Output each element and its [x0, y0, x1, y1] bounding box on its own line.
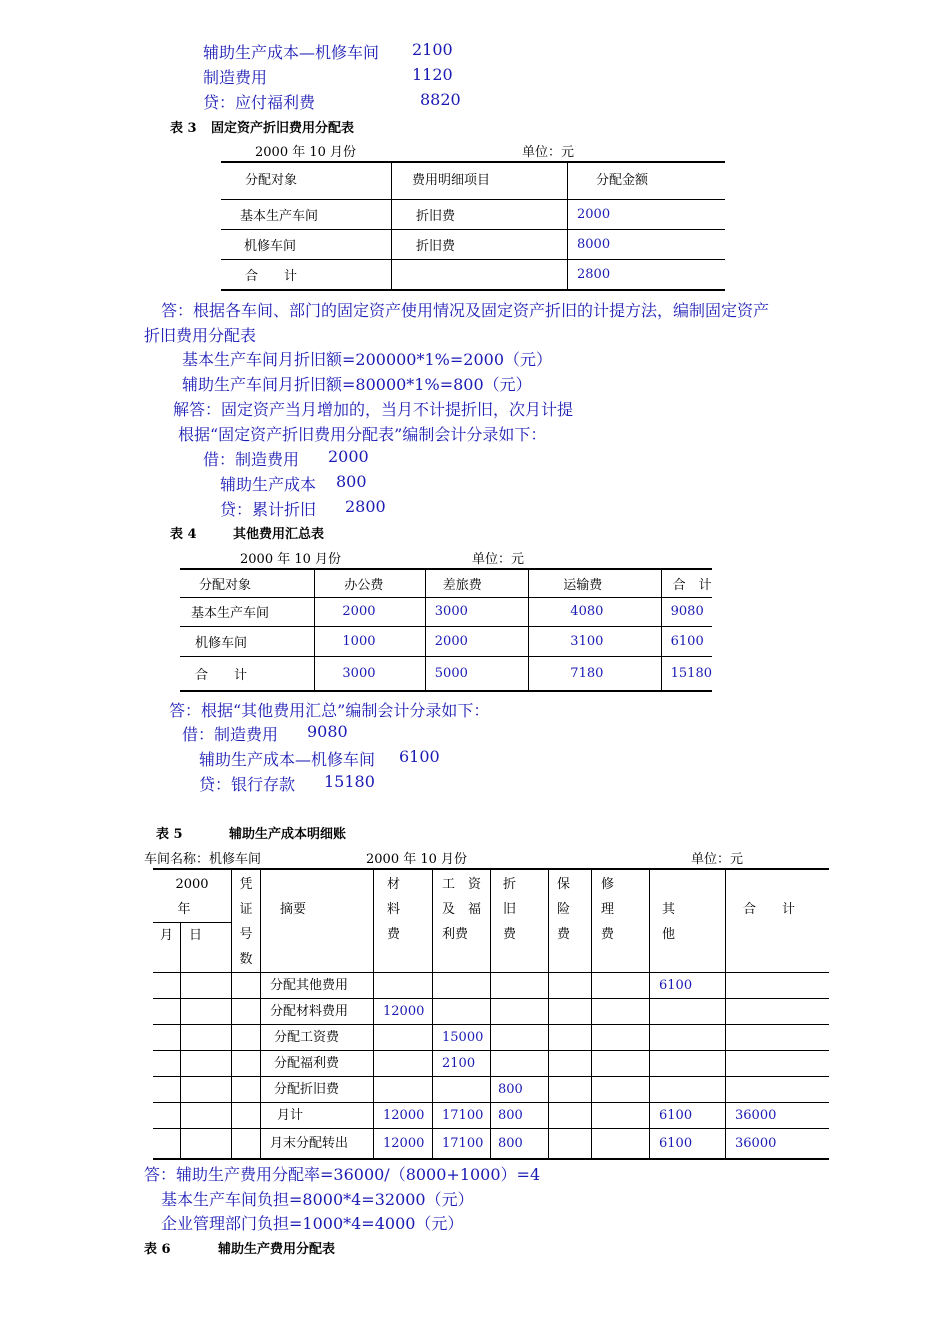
cell-value: 1000 — [315, 626, 425, 656]
table-header-row — [221, 162, 725, 199]
cell-value: 2000 — [425, 626, 529, 656]
table4 — [180, 568, 712, 692]
cell-repair — [592, 1077, 650, 1103]
col-header: 费用明细项目 — [392, 162, 568, 199]
cell-insurance — [549, 1051, 592, 1077]
col-header-voucher: 凭 证 号 数 — [232, 869, 261, 973]
col-header-summary: 摘要 — [261, 869, 374, 973]
answer-text: 答：根据“其他费用汇总”编制会计分录如下： — [169, 701, 490, 720]
cell-insurance — [549, 973, 592, 999]
entry-amount: 2000 — [328, 447, 369, 466]
cell-target: 合 计 — [180, 656, 315, 691]
cell-other: 6100 — [650, 1103, 726, 1129]
cell-wage — [433, 973, 491, 999]
cell-summary: 月计 — [261, 1103, 374, 1129]
col-header-material: 材 料 费 — [374, 869, 433, 973]
cell-depr: 800 — [491, 1103, 549, 1129]
answer-text: 折旧费用分配表 — [144, 326, 257, 345]
cell-summary: 分配其他费用 — [261, 973, 374, 999]
cell-total — [726, 1077, 830, 1103]
table4-period: 2000 年 10 月份 — [240, 552, 342, 567]
cell-repair — [592, 1129, 650, 1159]
cell-total — [726, 973, 830, 999]
table4-caption-no: 表 4 — [170, 527, 197, 542]
table3 — [221, 161, 725, 291]
entry-amount: 9080 — [307, 722, 348, 741]
cell-target: 机修车间 — [180, 626, 315, 656]
header-year-suffix: 年 — [177, 902, 191, 917]
cell-wage: 2100 — [433, 1051, 491, 1077]
table4-unit: 单位：元 — [472, 552, 525, 567]
table-row — [153, 1129, 829, 1159]
col-header-depr: 折 旧 费 — [491, 869, 549, 973]
table-row — [153, 973, 829, 999]
answer-text: 答：辅助生产费用分配率=36000/（8000+1000）=4 — [144, 1165, 541, 1184]
cell-depr — [491, 999, 549, 1025]
cell-other: 6100 — [650, 973, 726, 999]
table5-period: 2000 年 10 月份 — [366, 852, 468, 867]
answer-text: 答：根据各车间、部门的固定资产使用情况及固定资产折旧的计提方法，编制固定资产 — [161, 301, 770, 320]
cell-summary: 分配折旧费 — [261, 1077, 374, 1103]
entry-amount: 2800 — [345, 497, 386, 516]
answer-text: 企业管理部门负担=1000*4=4000（元） — [161, 1214, 464, 1233]
cell-depr — [491, 1051, 549, 1077]
cell-amount: 8000 — [568, 229, 726, 259]
cell-material: 12000 — [374, 1129, 433, 1159]
table6-caption-no: 表 6 — [144, 1242, 171, 1257]
cell-target: 机修车间 — [221, 229, 392, 259]
cell-material — [374, 1025, 433, 1051]
col-header-month: 月 — [153, 923, 181, 973]
cell-summary: 分配材料费用 — [261, 999, 374, 1025]
entry-amount: 800 — [336, 472, 367, 491]
cell-wage: 17100 — [433, 1103, 491, 1129]
entry-line: 借：制造费用 — [182, 725, 279, 744]
col-header: 运输费 — [529, 569, 661, 597]
col-header-other: 其 他 — [650, 869, 726, 973]
cell-target: 基本生产车间 — [180, 597, 315, 626]
table-total-row — [180, 656, 712, 691]
header-year: 2000 — [175, 877, 209, 892]
table-row — [153, 999, 829, 1025]
entry-amount: 8820 — [420, 90, 461, 109]
cell-insurance — [549, 999, 592, 1025]
entry-line: 辅助生产成本—机修车间 — [203, 43, 380, 62]
cell-depr: 800 — [491, 1129, 549, 1159]
cell-repair — [592, 999, 650, 1025]
col-header-repair: 修 理 费 — [592, 869, 650, 973]
cell-material — [374, 1051, 433, 1077]
entry-line: 贷：累计折旧 — [220, 500, 317, 519]
cell-value: 3000 — [425, 597, 529, 626]
cell-value: 3100 — [529, 626, 661, 656]
cell-wage: 15000 — [433, 1025, 491, 1051]
table5-workshop: 车间名称：机修车间 — [144, 852, 262, 867]
answer-text: 解答：固定资产当月增加的，当月不计提折旧，次月计提 — [173, 400, 574, 419]
col-header: 合 计 — [661, 569, 712, 597]
cell-total — [726, 1025, 830, 1051]
entry-amount: 1120 — [412, 65, 453, 84]
cell-amount: 2000 — [568, 199, 726, 229]
table-row — [180, 597, 712, 626]
cell-total: 36000 — [726, 1103, 830, 1129]
table-row — [153, 1051, 829, 1077]
cell-other — [650, 999, 726, 1025]
cell-depr: 800 — [491, 1077, 549, 1103]
cell-repair — [592, 1103, 650, 1129]
table5 — [153, 868, 829, 1160]
cell-value: 9080 — [661, 597, 712, 626]
cell-other: 6100 — [650, 1129, 726, 1159]
cell-insurance — [549, 1129, 592, 1159]
cell-other — [650, 1051, 726, 1077]
cell-repair — [592, 973, 650, 999]
cell-summary: 分配福利费 — [261, 1051, 374, 1077]
cell-material — [374, 1077, 433, 1103]
cell-repair — [592, 1025, 650, 1051]
table-total-row — [221, 259, 725, 290]
table-row — [221, 229, 725, 259]
table-row — [180, 626, 712, 656]
cell-other — [650, 1077, 726, 1103]
entry-amount: 6100 — [399, 747, 440, 766]
col-header-date — [153, 869, 232, 923]
col-header: 差旅费 — [425, 569, 529, 597]
cell-other — [650, 1025, 726, 1051]
cell-value: 7180 — [529, 656, 661, 691]
answer-text: 基本生产车间月折旧额=200000*1%=2000（元） — [182, 350, 552, 369]
table5-unit: 单位：元 — [691, 852, 744, 867]
table5-caption-no: 表 5 — [156, 827, 183, 842]
cell-wage — [433, 1077, 491, 1103]
cell-total — [726, 1051, 830, 1077]
cell-target: 基本生产车间 — [221, 199, 392, 229]
col-header-wage: 工 资 及 福 利费 — [433, 869, 491, 973]
cell-value: 4080 — [529, 597, 661, 626]
col-header-insurance: 保 险 费 — [549, 869, 592, 973]
table-row — [221, 199, 725, 229]
cell-item — [392, 259, 568, 290]
entry-line: 贷：应付福利费 — [203, 93, 316, 112]
entry-line: 辅助生产成本 — [220, 475, 317, 494]
cell-material — [374, 973, 433, 999]
table5-caption-title: 辅助生产成本明细账 — [229, 827, 347, 842]
cell-material: 12000 — [374, 999, 433, 1025]
cell-repair — [592, 1051, 650, 1077]
cell-item: 折旧费 — [392, 229, 568, 259]
cell-summary: 分配工资费 — [261, 1025, 374, 1051]
cell-summary: 月末分配转出 — [261, 1129, 374, 1159]
table3-unit: 单位：元 — [522, 145, 575, 160]
table3-period: 2000 年 10 月份 — [255, 145, 357, 160]
cell-insurance — [549, 1077, 592, 1103]
cell-material: 12000 — [374, 1103, 433, 1129]
entry-line: 借：制造费用 — [203, 450, 300, 469]
table-row — [153, 1103, 829, 1129]
table3-caption-title: 固定资产折旧费用分配表 — [211, 121, 355, 136]
answer-text: 辅助生产车间月折旧额=80000*1%=800（元） — [182, 375, 532, 394]
cell-depr — [491, 973, 549, 999]
cell-depr — [491, 1025, 549, 1051]
entry-line: 辅助生产成本—机修车间 — [199, 750, 376, 769]
col-header: 办公费 — [315, 569, 425, 597]
table6-caption-title: 辅助生产费用分配表 — [218, 1242, 336, 1257]
cell-wage: 17100 — [433, 1129, 491, 1159]
cell-amount: 2800 — [577, 266, 611, 282]
entry-amount: 2100 — [412, 40, 453, 59]
cell-item: 折旧费 — [392, 199, 568, 229]
table-header-row — [180, 569, 712, 597]
cell-insurance — [549, 1025, 592, 1051]
cell-insurance — [549, 1103, 592, 1129]
cell-value: 6100 — [661, 626, 712, 656]
table4-caption-title: 其他费用汇总表 — [233, 527, 325, 542]
cell-target: 合 计 — [221, 259, 392, 290]
cell-value: 15180 — [670, 665, 712, 681]
cell-value: 2000 — [315, 597, 425, 626]
col-header: 分配金额 — [568, 162, 726, 199]
answer-text: 基本生产车间负担=8000*4=32000（元） — [161, 1190, 474, 1209]
table3-caption-no: 表 3 — [170, 121, 197, 136]
cell-wage — [433, 999, 491, 1025]
table-header-row — [153, 869, 829, 923]
cell-value: 3000 — [315, 656, 425, 691]
table-row — [153, 1077, 829, 1103]
col-header-day: 日 — [181, 923, 232, 973]
entry-line: 制造费用 — [203, 68, 268, 87]
entry-amount: 15180 — [324, 772, 375, 791]
col-header-total: 合 计 — [726, 869, 830, 973]
table-row — [153, 1025, 829, 1051]
cell-value: 5000 — [425, 656, 529, 691]
cell-total — [726, 999, 830, 1025]
col-header: 分配对象 — [180, 569, 315, 597]
col-header: 分配对象 — [221, 162, 392, 199]
cell-total: 36000 — [735, 1135, 777, 1151]
entry-line: 贷：银行存款 — [199, 775, 296, 794]
answer-text: 根据“固定资产折旧费用分配表”编制会计分录如下： — [178, 425, 547, 444]
